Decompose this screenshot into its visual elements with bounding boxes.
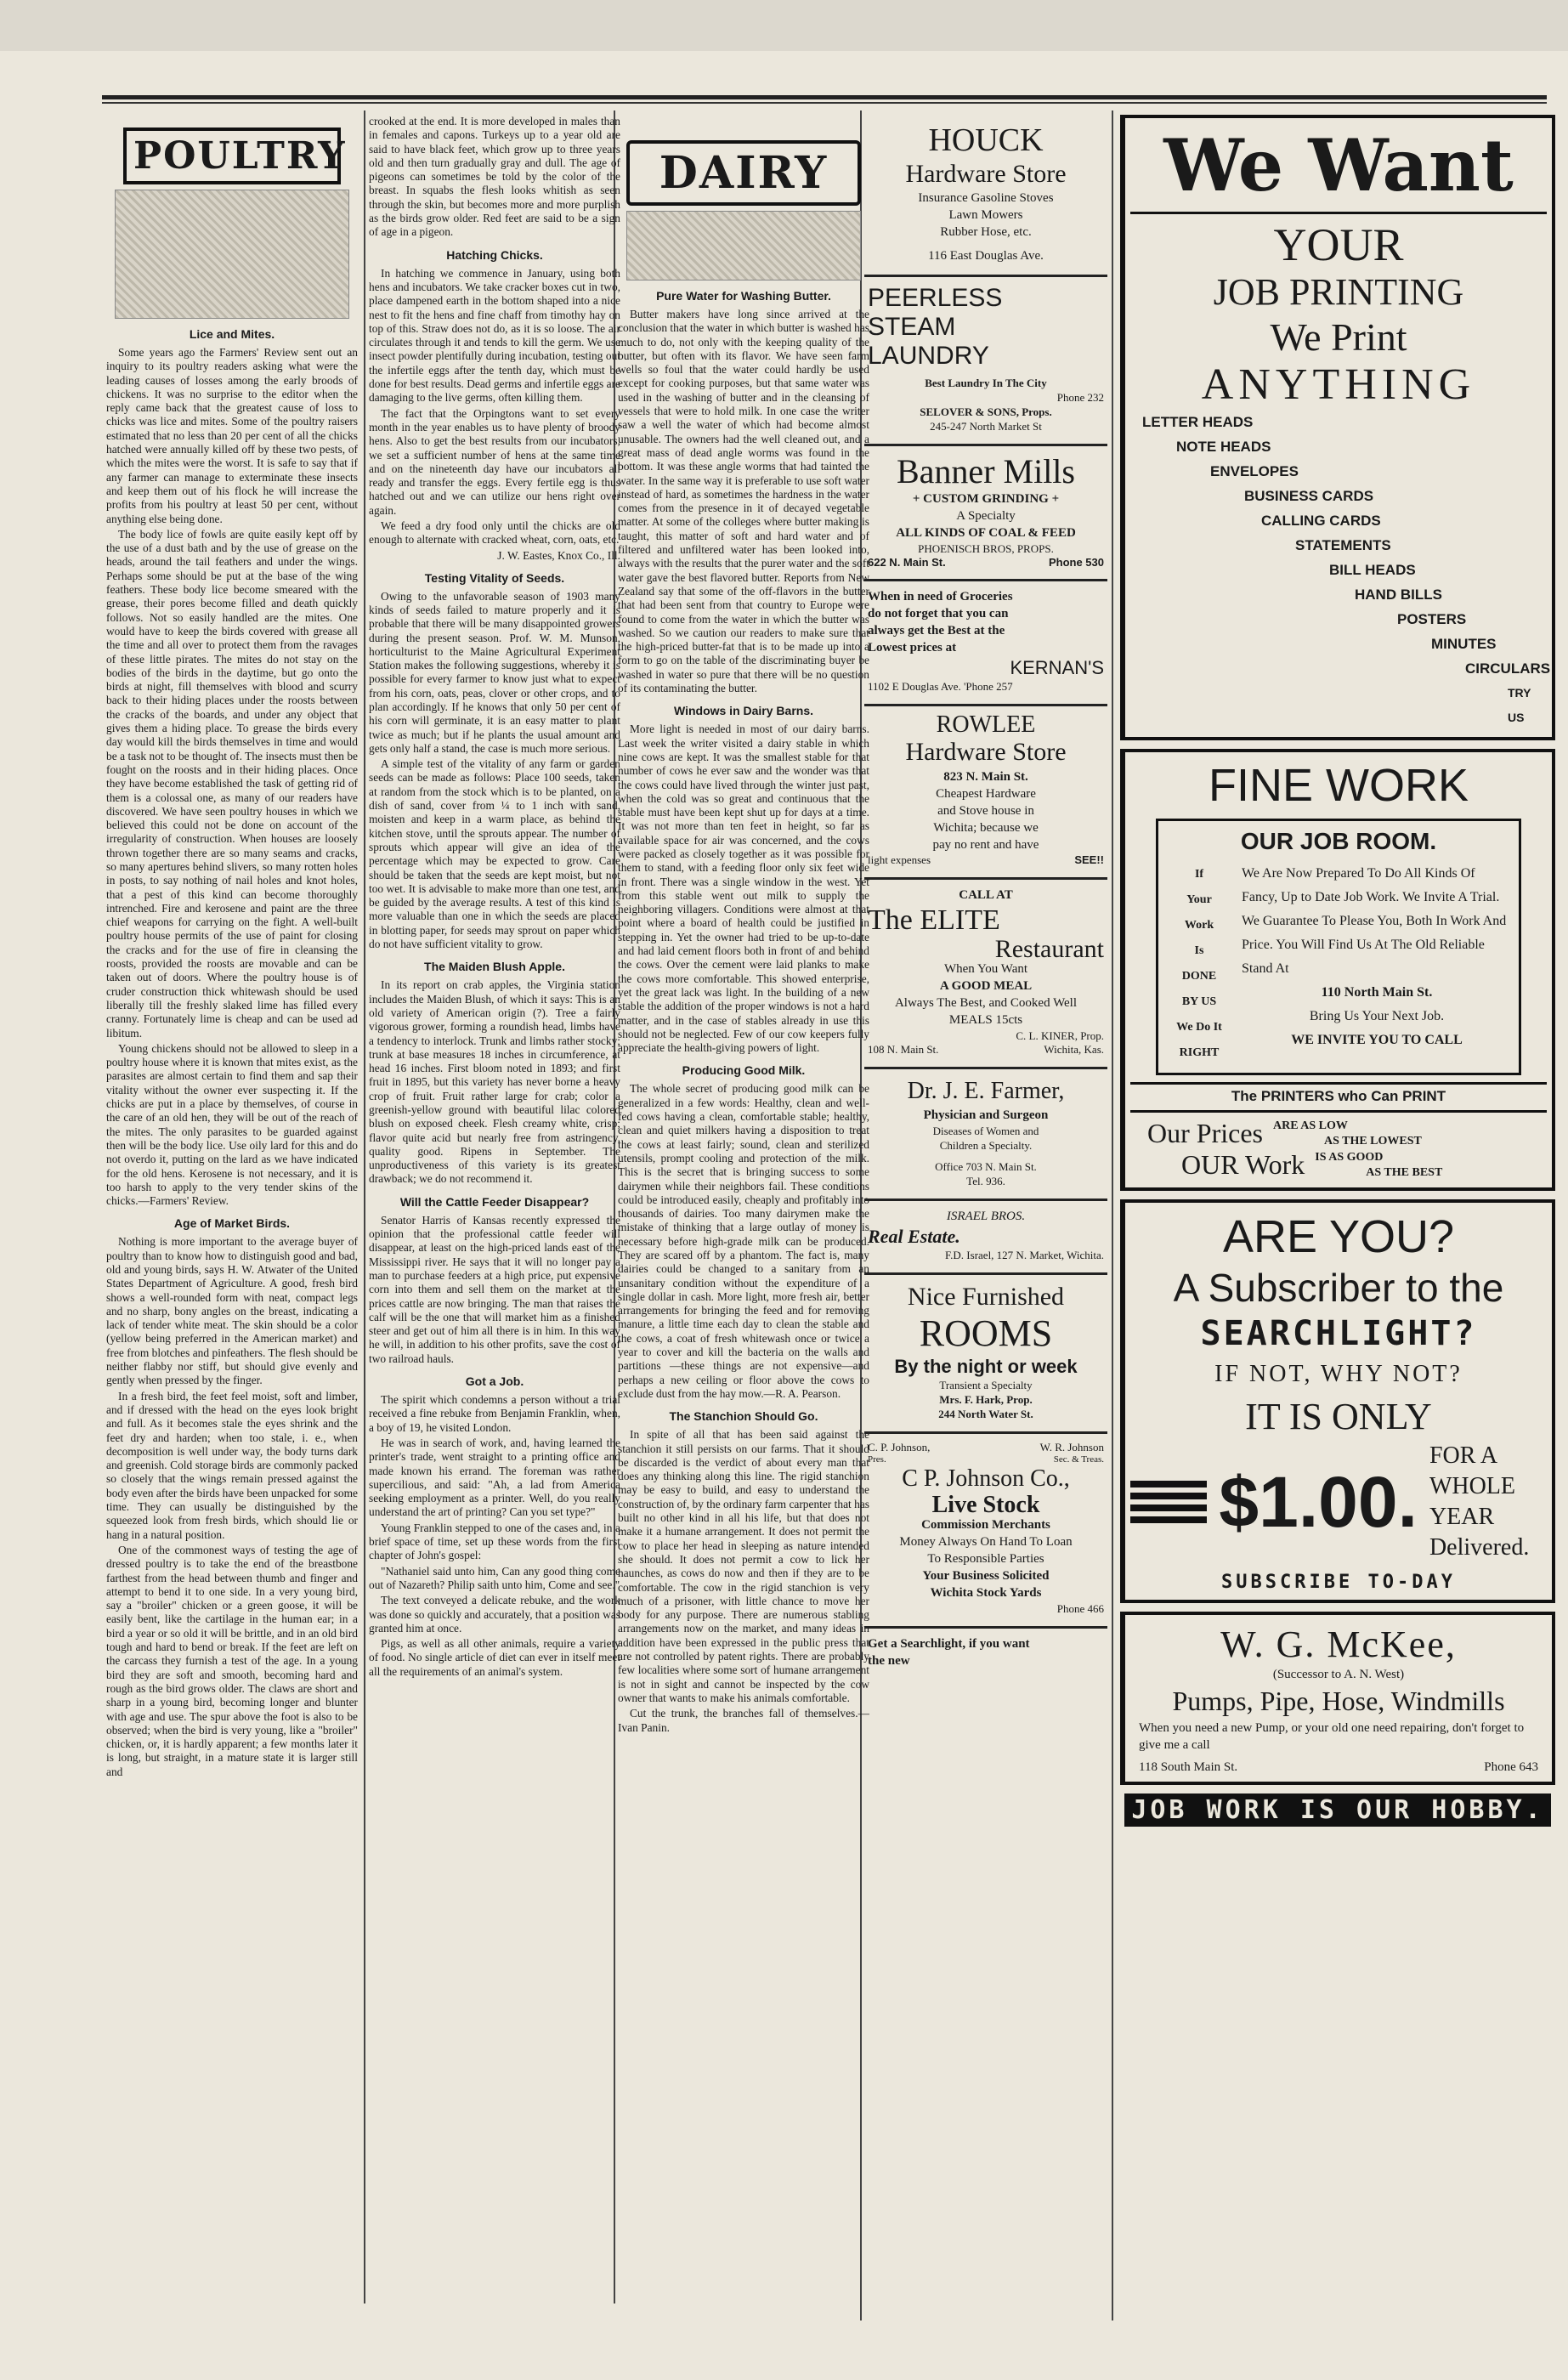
ads-column (864, 115, 1107, 2342)
ad-line: YOUR (1273, 219, 1404, 270)
ad-line: pay no rent and have (932, 838, 1039, 852)
article-paragraph: In a fresh bird, the feet feel moist, soft and limber, and if dressed with the head on the eyes look bright and full. As it becomes stale the eyes shrink and the feet dry and harden; when too stale, i. e., when decomposition is well under way, the body turns dark and greenish. Cold storage birds are commonly packed so closely that the wings remain pressed against the body even after the birds have been unpacked for some time. They can usually be distinguished by the squeezed look from fresh birds, which should lie or hang in a natural position. (106, 1389, 358, 1541)
article-heading: Got a Job. (465, 1374, 524, 1389)
subscription-price: $1.00. (1219, 1462, 1418, 1542)
article-heading: Pure Water for Washing Butter. (656, 289, 831, 303)
article-signature: J. W. Eastes, Knox Co., Ill. (497, 548, 620, 562)
houck-ad (864, 115, 1107, 277)
side-word: BY US (1181, 995, 1217, 1008)
ad-line: Mrs. F. Hark, Prop. (939, 1393, 1033, 1406)
side-word: Work (1184, 919, 1214, 932)
article-paragraph: In its report on crab apples, the Virginia station includes the Maiden Blush, of which it says: This is an old variety of American origin (?). Tree a fairly vigorous grower, forming a roundish head, limbs have a tendency to interlock. Trunk and limbs rather stocky; trunk at base measures 18 inches in circumference, at head 16 inches. First bloom noted in 1893; and first fruit in 1895, but this variety has never borne a heavy crop of fruit. Fruit rather large for crab; color a greenish-yellow ground with beautiful lilac colored blush on exposed cheek. Flesh creamy white, crisp; flavor quite acid but nearly free from astringency, quality good. Ripens in September. The unproductiveness of this variety is its greatest drawback; we do not recommend it. (369, 978, 620, 1186)
ad-subtitle: Restaurant (994, 935, 1104, 963)
article-paragraph: Pigs, as well as all other animals, require a variety of food. No single article of diet can ever in itself meet all the requirements of an animal's system. (369, 1637, 620, 1678)
fine-work-ad (1120, 749, 1555, 1191)
side-word: DONE (1181, 970, 1217, 983)
ad-name: KERNAN'S (1010, 657, 1104, 678)
ad-address: 245-247 North Market St (930, 420, 1042, 433)
ad-line: (Successor to A. N. West) (1272, 1668, 1405, 1681)
article-paragraph: "Nathaniel said unto him, Can any good thing come out of Nazareth? Philip saith unto him, Come and see." (369, 1564, 620, 1591)
ad-headline: ARE YOU? (1222, 1211, 1455, 1262)
ad-line: A Subscriber to the (1173, 1266, 1504, 1310)
side-word: If (1194, 868, 1204, 881)
ad-line: OUR Work (1181, 1149, 1305, 1180)
printing-item: LETTER HEADS (1142, 414, 1254, 430)
printing-item-list (1130, 410, 1551, 730)
ad-line: Physician and Surgeon (923, 1108, 1049, 1122)
ad-line: Pumps, Pipe, Hose, Windmills (1172, 1686, 1505, 1716)
ad-line: FOR A (1429, 1442, 1498, 1469)
ad-name: Banner Mills (897, 452, 1075, 490)
ad-line: Cheapest Hardware (936, 787, 1036, 801)
top-rule-thin (102, 102, 1547, 104)
ad-line: light expenses (868, 853, 931, 866)
ad-line: C. L. KINER, Prop. (1016, 1029, 1104, 1042)
ad-subtitle: Real Estate. (868, 1226, 960, 1247)
column-rule (1112, 110, 1113, 2320)
ad-line: do not forget that you can (868, 607, 1009, 620)
article-heading: The Stanchion Should Go. (669, 1409, 818, 1424)
printing-item: CALLING CARDS (1261, 513, 1381, 529)
ad-line: The PRINTERS who Can PRINT (1130, 1082, 1547, 1105)
article-paragraph: The body lice of fowls are quite easily kept off by the use of a dust bath and by the use of grease on the heads, around the tail feathers and under the wings. Perhaps some should be put at the base of the wing feathers. These body lice become smeared with the grease, their pores become filled and death quickly follows. Not so easily handled are the mites. One would have to keep the birds covered with grease all the time and all over to protect them from the ravages of these little pirates. The mites do not stay on the bodies of the birds in the daytime, but go onto the birds at night, fill themselves with blood and scurry back to their hiding places under the roosts between the cracks of the boards, and under any object that gives them a hiding place. To grease the birds every day would kill the birds themselves in time and would be a task not to be thought of. The insects must then be fought on the roosts and in their hiding places. Once they have become established the task of getting rid of them is a colossal one, as many of our readers have discovered. We have seen poultry houses in which we believed this could not be done on account of the irregularity of construction. When houses are loosely thrown together there are so many seams and cracks, so many apertures behind slivers, so many rotten holes in posts, to say nothing of nail holes and knot holes, that a pest of this kind can become thoroughly intrenched. Fire and kerosene and paint are the three chief weapons for carrying on the fight. A well-built poultry house permits of the use of paint for closing the cracks and for the use of fire in cleansing the roosts, provided the roosts are movable and can be taken out of doors. Where the poultry house is of cruder construction thick whitewash should be used liberally till the freshly slaked lime has filled every cranny. Fortunately lime is cheap and can be used ad libitum. (106, 527, 358, 1040)
ad-line: Lowest prices at (868, 641, 957, 654)
ad-name: HOUCK (928, 122, 1044, 158)
article-paragraph: Young chickens should not be allowed to sleep in a poultry house where it is known that mites exist, as the parasites are almost certain to find them and sap their vitality without the owner ever suspecting it. If the chicks are put in a place by themselves, of course in the care of an old hen, they will be out of the reach of the mites. The only parasites to be guarded against then will be the body lice. Use oily lard for this and do not overdo it, putting on the lard as we have indicated for the old hens. Kerosene is not necessary, and it is too harsh to apply to the very tender skins of the chicks.—Farmers' Review. (106, 1041, 358, 1208)
article-paragraph: Owing to the unfavorable season of 1903 many kinds of seeds failed to mature properly and it is probable that there will be many disappointed growers during the present season. Prof. W. M. Munson, horticulturist to the Maine Agricultural Experiment Station makes the following suggestions, whereby it is possible for every farmer to know just what to expect from his corn, oats, peas, clover or other crops, and to plan accordingly. If he knows that only 50 per cent of his corn will germinate, it is an easy matter to plant twice as much; but if he plants the usual amount and gets only half a stand, the case is much more serious. (369, 589, 620, 755)
dairy-illustration (626, 211, 861, 280)
prices-block (1130, 1110, 1547, 1181)
ad-phone: Phone 232 (1056, 391, 1104, 404)
printing-ads-column (1120, 115, 1555, 2342)
ad-line: the new (868, 1654, 910, 1668)
ad-name: ROWLEE (936, 711, 1036, 738)
dairy-masthead: DAIRY (626, 140, 861, 206)
article-heading: Windows in Dairy Barns. (673, 704, 813, 718)
ad-address: 110 North Main St. (1321, 985, 1433, 1000)
printing-item: BUSINESS CARDS (1244, 488, 1374, 504)
ad-line: When in need of Groceries (868, 590, 1013, 604)
article-heading: The Maiden Blush Apple. (424, 960, 565, 974)
ad-address: 622 N. Main St. (868, 556, 946, 569)
ad-line: Sec. & Treas. (1053, 1454, 1104, 1465)
column-rule (364, 110, 365, 2304)
rooms-ad (864, 1275, 1107, 1434)
article-paragraph: The text conveyed a delicate rebuke, and the work was done so quickly and accurately, that a position was granted him at once. (369, 1594, 620, 1635)
mckee-ad (1120, 1612, 1555, 1785)
ad-line: We Guarantee To Please You, Both In Work And Price. You Will Find Us At The Old Reliable Stand At (1242, 914, 1507, 976)
ad-line: WE INVITE YOU TO CALL (1291, 1033, 1463, 1047)
rowlee-ad (864, 706, 1107, 880)
article-heading: Testing Vitality of Seeds. (424, 570, 565, 585)
ad-line: MEALS 15cts (948, 1013, 1023, 1027)
article-paragraph: A simple test of the vitality of any farm or garden seeds can be made as follows: Place 100 seeds, taken at random from the stock which is to be planted, on a dish of sand, cover from ¼ to 1 inch with sand, moisten and keep in a warm place, as behind the kitchen stove, until the sprouts appear. The number of sprouts which appear will give an idea of the percentage which may be expected to grow. Care should be taken that the seeds are kept moist, but not too wet. It is advisable to make more than one test, and be guided by the average results. A test of this kind is more valuable than one in which the seeds are placed in blotting paper, for seeds may sprout on paper which do not have sufficient vitality to grow. (369, 757, 620, 951)
printing-item: POSTERS (1397, 611, 1467, 627)
ad-address: 108 N. Main St. (868, 1043, 939, 1056)
printing-item: TRY US (1508, 686, 1531, 724)
subscriber-ad (1120, 1199, 1555, 1603)
ad-line: ARE AS LOW (1272, 1119, 1348, 1132)
ad-line: Live Stock (931, 1492, 1040, 1518)
ad-line: JOB PRINTING (1213, 271, 1464, 313)
article-paragraph: Young Franklin stepped to one of the cases and, in a brief space of time, set up these words from the first chapter of John's gospel: (369, 1521, 620, 1562)
article-paragraph: In hatching we commence in January, using both hens and incubators. We take cracker boxes cut in two, place dampened earth in the bottom shaped into a nice nest to fit the hens and fine chaff from timothy hay on top of this. Straw does not do, as it is so loose. The air circulates through it and tends to kill the germ. We use insect powder plentifully during incubation, testing out the infertile eggs after the tenth day, which must be done for best results. Dead germs and infertile eggs are damaging to the live germs, often killing them. (369, 266, 620, 405)
searchlight-promo (864, 1629, 1107, 1680)
ad-phone: Tel. 936. (966, 1175, 1005, 1187)
article-paragraph: The whole secret of producing good milk can be generalized in a few words: Healthy, clean and well-fed cows having a clean, comfortable stable; healthy, clean and quiet milkers having a disposition to treat the cows at least fairly; sound, clean and sterilized utensils, prompt cooling and protection of the milk. This is the secret that is bringing success to some dairymen while their neighbors fail. These conditions could be introduced easily, cheaply and profitably into thousands of dairies. Too many dairymen make the mistake of thinking that a large outlay of money is necessary before high-grade milk can be produced. They are scared off by a phantom. The fact is, many dairies could be changed to a sanitary from an unsanitary condition without the expenditure of a single dollar in cash. More light, more fresh air, better arrangements for bringing the feed and for removing manure, a little time each day to clean the stable and the cows, a coat of fresh whitewash once or twice a year to cover and kill the bacteria on the walls and partitions —these things are not expensive—and perhaps a new ceiling or floor above the cows to exclude dust from the hay mow.—R. A. Pearson. (618, 1082, 869, 1400)
article-heading: Will the Cattle Feeder Disappear? (399, 1194, 590, 1209)
side-word: Your (1186, 893, 1212, 906)
ad-line: A Specialty (956, 509, 1016, 523)
article-paragraph: The fact that the Orpingtons want to set every month in the year enables us to have plenty of broody hens. Also to get the best results from our incubators, we set a sufficient number of hens at the same time and on the nineteenth day have our incubators all ready and transfer the eggs. Every fertile egg is thus hatched out and we can utilize our hens right over again. (369, 406, 620, 517)
hobby-banner (1120, 1794, 1555, 1827)
ad-subtitle: Hardware Store (905, 738, 1067, 766)
ad-line: Children a Specialty. (939, 1139, 1033, 1152)
ad-address: 116 East Douglas Ave. (928, 249, 1044, 263)
johnson-livestock-ad (864, 1434, 1107, 1629)
ad-address: 118 South Main St. (1139, 1760, 1238, 1774)
ad-name: C P. Johnson Co., (902, 1465, 1070, 1492)
poultry-masthead: POULTRY (123, 128, 341, 184)
kernans-ad (864, 581, 1107, 706)
printing-item: MINUTES (1431, 636, 1497, 652)
ad-line: When you need a new Pump, or your old one need repairing, don't forget to give me a call (1139, 1721, 1525, 1752)
ad-subtitle: Hardware Store (905, 160, 1067, 188)
ad-name: ROOMS (919, 1312, 1053, 1354)
ad-line: We Are Now Prepared To Do All Kinds Of Fancy, Up to Date Job Work. We Invite A Trial. (1242, 866, 1500, 904)
printing-item: NOTE HEADS (1176, 439, 1271, 455)
ad-line: C. P. Johnson, (868, 1441, 931, 1454)
ad-line: ANYTHING (1201, 360, 1476, 409)
ad-line: CALL AT (959, 888, 1013, 902)
price-row (1130, 1441, 1547, 1563)
ad-line: When You Want (943, 962, 1028, 976)
side-word: We Do It (1176, 1021, 1222, 1034)
ad-name: W. G. McKee, (1220, 1624, 1457, 1665)
ad-line: SEARCHLIGHT? (1200, 1314, 1477, 1353)
israel-bros-ad (864, 1201, 1107, 1275)
article-paragraph: Some years ago the Farmers' Review sent out an inquiry to its poultry readers asking what were the leading causes of losses among the early broods of chickens. It was no surprise to the editor when the reply came back that the greatest cause of loss to chicks was lice and mites. Some of the poultry raisers estimated that no less than 20 per cent of all the chicks hatched were annually killed off by these two pests, of which the mites were the worst. It is safe to say that if any farmer can manage to exterminate these insects and keep them out of his flock he will increase the profits from his poultry at least 50 per cent, without anything else being done. (106, 346, 358, 525)
article-paragraph: One of the commonest ways of testing the age of dressed poultry is to take the end of the breastbone farthest from the head between thumb and finger and attempt to bend it to one side. In a very young bird, say a "broiler" chicken or a green goose, it will be easily bent, like the cartilage in the human ear; in a bird a year or so old it will be brittle, and in an old bird tough and hard to bend or break. If the feet are left on the carcass they furnish a test of the age. In a young bird they are soft and smooth, becoming hard and rough as the bird grows older. The claws are short and sharp in a young bird, becoming longer and blunter with age and use. The spur above the foot is also to be observed; when the bird is very young, like a "broiler" chicken, or, it is hardly apparent; a few months later it is long, but straight, in a mature state it is larger still and (106, 1543, 358, 1778)
article-heading: Producing Good Milk. (682, 1063, 806, 1078)
ad-address: 823 N. Main St. (943, 770, 1028, 784)
ad-line: Delivered. (1429, 1534, 1530, 1561)
we-want-ad (1120, 115, 1555, 740)
printing-item: ENVELOPES (1210, 463, 1299, 479)
peerless-ad (864, 277, 1107, 446)
printing-item: CIRCULARS (1465, 660, 1551, 677)
ad-address: F.D. Israel, 127 N. Market, Wichita. (944, 1249, 1104, 1261)
ad-line: Rubber Hose, etc. (940, 225, 1032, 239)
side-list (1165, 862, 1233, 1066)
ad-line: Pres. (868, 1454, 886, 1465)
ad-line: Wichita Stock Yards (930, 1586, 1042, 1600)
poultry-column (106, 115, 358, 2299)
ad-headline: FINE WORK (1209, 760, 1469, 811)
ad-line: Insurance Gasoline Stoves (918, 191, 1054, 205)
ad-line: Bring Us Your Next Job. (1309, 1009, 1445, 1023)
ad-address: 244 North Water St. (938, 1408, 1033, 1420)
article-heading: Lice and Mites. (189, 327, 275, 341)
ad-headline: We Want (1163, 123, 1514, 207)
ad-line: W. R. Johnson (1039, 1441, 1104, 1454)
ad-line: Nice Furnished (907, 1283, 1065, 1311)
ad-headline: JOB WORK IS OUR HOBBY. (1124, 1794, 1550, 1827)
ad-line: WHOLE YEAR (1429, 1473, 1516, 1530)
ad-line: SEE!! (1074, 853, 1104, 866)
job-room-box (1156, 819, 1521, 1075)
article-heading: Hatching Chicks. (446, 247, 543, 262)
side-word: RIGHT (1179, 1046, 1220, 1059)
side-word: Is (1194, 944, 1204, 957)
farmer-physician-ad (864, 1069, 1107, 1201)
ad-line: Get a Searchlight, if you want (868, 1637, 1030, 1651)
ad-line: Always The Best, and Cooked Well (894, 996, 1078, 1010)
ad-line: + CUSTOM GRINDING + (912, 492, 1060, 506)
ad-line: Money Always On Hand To Loan (899, 1535, 1073, 1549)
article-paragraph: Butter makers have long since arrived at the conclusion that the water in which butter is washed has much to do, not only with the keeping quality of the butter, but often with its flavor. We have seen farm wells so foul that the water could hardly be used except for cooking purposes, but that same water was used in the washing of butter and in the cleansing of vessels that were to hold milk. In one case the writer saw a well the water of which had become almost unusable. The owners had the well cleaned out, and a great mass of dead angle worms was found in the bottom. It was these angle worms that had tainted the water. In the same way it is preferable to use soft water instead of hard, as sometimes the hardness in the water comes from the presence in it of decayed vegetable matter. At some of the colleges where butter making is taught, this matter of soft and hard water and of filtered and unfiltered water has been looked into, always with the results that the purer water and the soft water gave the best flavored butter. Reports from New Zealand say that some of the off-flavors in the butter that had been sent from that country to Europe were found to come from the water in which the butter was washed. So we caution our readers to make sure that the high-priced butter-fat that is to be made up into a form to go on the table of the discriminating buyer be washed in water so pure that there will be no question of its contaminating the butter. (618, 308, 869, 695)
ad-line: IS AS GOOD (1315, 1150, 1384, 1164)
scan-top-margin (0, 0, 1568, 51)
article-paragraph: We feed a dry food only until the chicks are old enough to alternate with cracked wheat, corn, oats, etc. (369, 519, 620, 547)
ad-line: Wichita, Kas. (1044, 1043, 1104, 1056)
poultry-illustration (115, 190, 349, 319)
ad-name: ISRAEL BROS. (946, 1210, 1026, 1223)
article-paragraph: More light is needed in most of our dairy barns. Last week the writer visited a dairy stable in which nine cows are kept. It was the smallest stable for that number of cows he ever saw and the wonder was that the cows could have lived through the winter just past, when the cold was so great and continuous that the stable must have been kept shut up for days at a time. It was not more than ten feet in height, so far as available space for air was concerned, and the cows were packed as closely together as it was possible for them to stand, with a feeding floor only six feet wide in front. There was a single window in the west. Yet from this stable went out milk to supply the neighboring villagers. Conditions were almost at that point where a board of health could be justified in stepping in. Yet the owner had tried to be up-to-date and had laid cement floors both in front of and behind the cows. Over the cement were laid planks to make the cows more comfortable. This showed enterprise, yet the great lack was light. In the building of a new stable the addition of the proper windows is not a hard matter, and in the case of stables already in use this should not be neglected. Few of our cow keepers fully appreciate the health-giving powers of light. (618, 722, 869, 1055)
ad-line: Diseases of Women and (932, 1125, 1039, 1137)
ad-line: SUBSCRIBE TO-DAY (1221, 1572, 1456, 1593)
ad-line: Our Prices (1147, 1118, 1263, 1148)
banner-mills-ad (864, 446, 1107, 581)
ad-name: The ELITE (868, 904, 1000, 936)
dairy-column (618, 115, 869, 2299)
ad-line: We Print (1270, 315, 1407, 359)
article-paragraph: The spirit which condemns a person without a trial received a fine rebuke from Benjamin Franklin, when, a boy of 19, he visited London. (369, 1393, 620, 1434)
ad-subtitle: OUR JOB ROOM. (1240, 828, 1437, 854)
article-paragraph: Senator Harris of Kansas recently expressed the opinion that the professional cattle feeder will disappear, at least on the high-priced lands east of the Mississippi river. He says that it will no longer pay a man to purchase feeders at a high price, put expensive corn into them and sell them on the market at the prices cattle are now bringing. The man that raises the calf will be the one that will market him as a finished steer and get out of him all there is in him. In this way he will, in addition to his other profits, save the cost of two railroad hauls. (369, 1213, 620, 1365)
ad-line: Wichita; because we (933, 821, 1039, 835)
ad-line: IT IS ONLY (1245, 1396, 1432, 1437)
ad-line: Transient a Specialty (939, 1379, 1033, 1391)
printing-item: STATEMENTS (1295, 537, 1391, 553)
ad-line: Best Laundry In The City (925, 377, 1047, 389)
ad-line: SELOVER & SONS, Props. (920, 405, 1052, 418)
ad-address: Office 703 N. Main St. (935, 1160, 1037, 1173)
ad-address: 1102 E Douglas Ave. 'Phone 257 (868, 680, 1013, 693)
ad-line: AS THE LOWEST (1323, 1134, 1422, 1148)
ad-name: PEERLESS (868, 284, 1003, 312)
ad-line: Lawn Mowers (948, 208, 1023, 222)
ad-name: STEAM (868, 313, 956, 341)
article-paragraph: Nothing is more important to the average buyer of poultry than to know how to distinguish good and bad, old and young birds, says H. W. Atwater of the United States Department of Agriculture. A good, fresh bird shows a well-rounded form with neat, compact legs and no sharp, bony angles on the breast, indicating a lack of tender white meat. The skin should be a color (yellow being preferred in the American market) and free from blotches and pinfeathers. The flesh should be neither flabby nor stiff, but should give evenly and gently when pressed by the finger. (106, 1235, 358, 1387)
article-heading: Age of Market Birds. (173, 1216, 291, 1231)
article-paragraph: He was in search of work, and, having learned the printer's trade, went straight to a printing office and made known his errand. The foreman was rather supercilious, and said: "Ah, a lad from America seeking employment as a printer. Well, do you really understand the art of printing? Can you set type?" (369, 1436, 620, 1519)
ad-line: A GOOD MEAL (939, 979, 1033, 993)
ad-line: IF NOT, WHY NOT? (1214, 1361, 1463, 1387)
ad-line: always get the Best at the (868, 624, 1005, 638)
ad-line: To Responsible Parties (927, 1552, 1044, 1566)
ad-phone: Phone 643 (1484, 1760, 1538, 1774)
stripe-decoration (1130, 1476, 1207, 1528)
article-paragraph: Cut the trunk, the branches fall of themselves.—Ivan Panin. (618, 1707, 869, 1734)
job-room-text (1233, 862, 1512, 1066)
ad-phone: Phone 466 (1056, 1602, 1104, 1615)
poultry-column-continued (369, 115, 620, 2299)
article-paragraph: In spite of all that has been said against the stanchion it still persists on our farms. That it should be discarded is the verdict of about every man that does any thinking along this line. The rigid stanchion may be easy to build, and easy to understand the construction of, by the ordinary farm carpenter that has built no other kind in all his life, but that does not make it a humane arrangement. It does not permit the cow to place her head in sleeping as nature intended she should. It does not permit a cow to lick her haunches, as cows do now and then if they are to be comfortable. The cow in the rigid stanchion is very much of a prisoner, with little chance to move her body for any purpose. There are numerous stabling arrangements now on the market, and many ideas in addition have been expressed in the public press that are not controlled by patent rights. There are probably few localities where some sort of humane arrangement is not in sight and cannot be inspected by the cow owner that wants to make his animals comfortable. (618, 1428, 869, 1704)
printing-item: BILL HEADS (1329, 562, 1416, 578)
ad-line: PHOENISCH BROS, PROPS. (918, 542, 1054, 555)
ad-line: and Stove house in (937, 804, 1034, 818)
ad-line: By the night or week (894, 1356, 1078, 1377)
ad-line: Your Business Solicited (922, 1569, 1050, 1583)
ad-line: AS THE BEST (1366, 1165, 1443, 1179)
article-paragraph: crooked at the end. It is more developed in males than in females and capons. Turkeys up to a year old are said to have black feet, which grow up to three years old and then turn gradually gray and dull. The age of pigeons can sometimes be told by the color of the breast. In squabs the flesh looks whitish as seen through the skin, but becomes more and more purplish as the birds grow older. Red feet are said to be a sign of age in a pigeon. (369, 115, 620, 239)
printing-item: HAND BILLS (1355, 586, 1442, 603)
ad-name: Dr. J. E. Farmer, (907, 1078, 1065, 1104)
ad-line: ALL KINDS OF COAL & FEED (896, 526, 1076, 540)
ad-phone: Phone 530 (1048, 556, 1104, 569)
ad-line: Commission Merchants (921, 1518, 1050, 1532)
top-rule (102, 95, 1547, 99)
elite-restaurant-ad (864, 880, 1107, 1069)
ad-name: LAUNDRY (868, 342, 989, 370)
